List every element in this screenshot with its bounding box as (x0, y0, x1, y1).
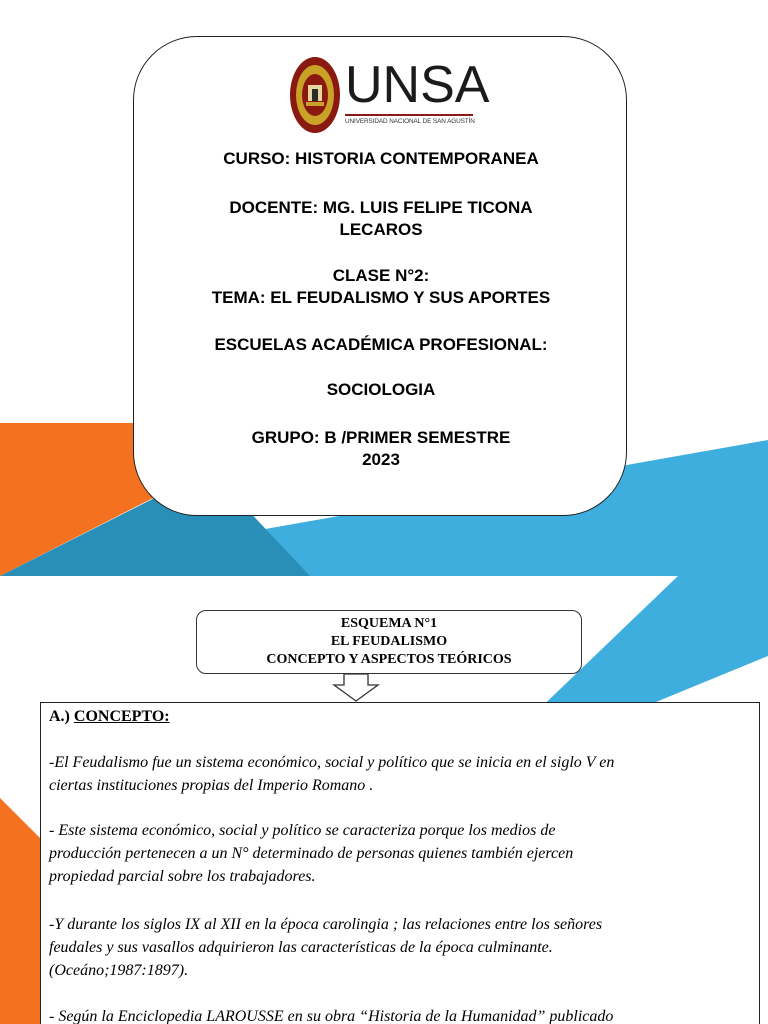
school-line: ESCUELAS ACADÉMICA PROFESIONAL: (214, 335, 548, 354)
logo-underline (345, 114, 473, 116)
paragraph-line: Este sistema económico, social y político se caracteriza porque los medios de (54, 822, 556, 839)
paragraph-line: ciertas instituciones propias del Imperio Romano . (49, 777, 374, 794)
bullet-dash: - (49, 754, 55, 771)
teacher-line-2: LECAROS (339, 220, 423, 239)
paragraph-1 (49, 751, 749, 797)
class-line: CLASE N°2: (332, 266, 430, 285)
logo-wordmark: UNSA (345, 56, 490, 114)
paragraph-line: (Oceáno;1987:1897). (49, 962, 189, 979)
paragraph-line: producción pertenecen a un N° determinado de personas quienes también ejercen (49, 845, 574, 862)
course-line: CURSO: HISTORIA CONTEMPORANEA (223, 149, 539, 168)
year-line: 2023 (362, 450, 400, 469)
paragraph-line: feudales y sus vasallos adquirieron las características de la época culminante. (49, 939, 553, 956)
paragraph-4 (49, 1005, 749, 1024)
paragraph-line: propiedad parcial sobre los trabajadores. (49, 868, 316, 885)
schema-number: ESQUEMA N°1 (340, 616, 438, 631)
bullet-dash: - (49, 1008, 55, 1024)
schema-title-box (196, 610, 582, 674)
paragraph-line: El Feudalismo fue un sistema económico, social y político que se inicia en el siglo V en (54, 754, 615, 771)
section-prefix: A.) (49, 708, 74, 725)
career-line: SOCIOLOGIA (326, 380, 436, 399)
unsa-logo (289, 55, 490, 135)
bullet-dash: - (49, 822, 55, 839)
group-line: GRUPO: B /PRIMER SEMESTRE (251, 428, 511, 447)
course-info-card (133, 36, 627, 516)
bullet-dash: - (49, 916, 55, 933)
concept-content-box (40, 702, 760, 1024)
university-seal-icon (289, 55, 341, 135)
teacher-line-1: DOCENTE: MG. LUIS FELIPE TICONA (229, 198, 533, 217)
section-heading (49, 708, 170, 726)
schema-topic: EL FEUDALISMO (330, 634, 448, 649)
logo-subtitle: UNIVERSIDAD NACIONAL DE SAN AGUSTÍN (345, 118, 475, 125)
section-title: CONCEPTO: (73, 708, 170, 725)
orange-corner (0, 798, 40, 1024)
topic-line: TEMA: EL FEUDALISMO Y SUS APORTES (211, 288, 551, 307)
paragraph-3 (49, 913, 749, 982)
down-arrow-icon (332, 673, 380, 703)
paragraph-2 (49, 819, 749, 888)
concept-slide (0, 576, 768, 1024)
paragraph-line: Y durante los siglos IX al XII en la época carolingia ; las relaciones entre los señores (54, 916, 603, 933)
schema-subtitle: CONCEPTO Y ASPECTOS TEÓRICOS (266, 652, 512, 667)
paragraph-line: Según la Enciclopedia LAROUSSE en su obra “Historia de la Humanidad” publicado (54, 1008, 614, 1024)
